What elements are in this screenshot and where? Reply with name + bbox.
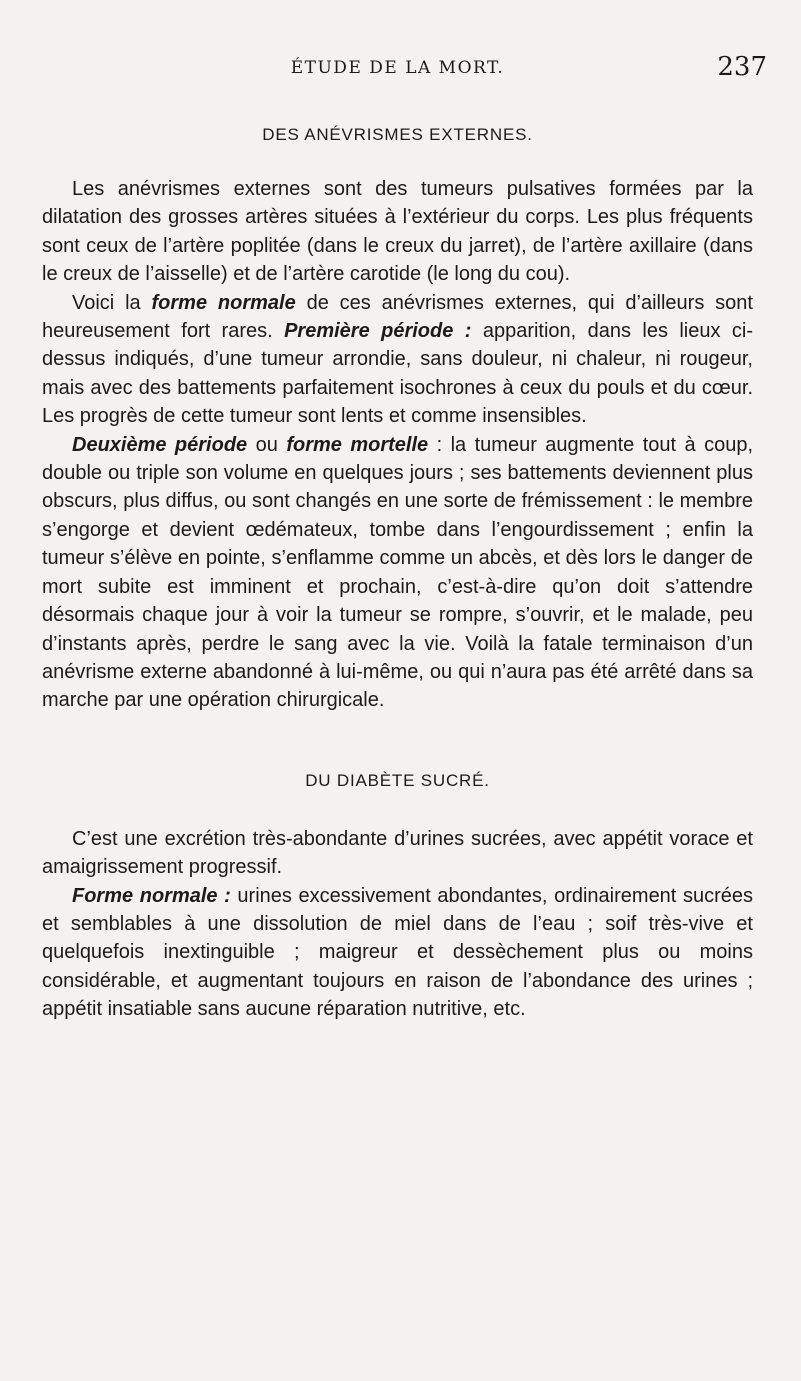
page-number: 237: [717, 52, 767, 82]
paragraph-diabete-forme-normale: [42, 882, 753, 1024]
paragraph-diabete-definition: C’est une excrétion très-abondante d’urines sucrées, avec appétit vorace et amaigrissement progressif.: [42, 827, 753, 879]
text-run: Voici la: [72, 291, 152, 314]
text-run: de ces anévrismes externes, qui d’ailleurs sont heureusement fort rares.: [42, 291, 753, 343]
paragraph-anevrismes-forme-normale: [42, 289, 753, 431]
italic-term: Première période :: [284, 320, 472, 343]
italic-term: forme normale: [151, 291, 296, 314]
italic-term: forme mortelle: [286, 433, 429, 456]
section-title-anevrismes: DES ANÉVRISMES EXTERNES.: [262, 125, 533, 144]
text-run: ou: [247, 433, 287, 456]
paragraph-anevrismes-forme-mortelle: [42, 431, 753, 715]
running-head: [42, 52, 767, 82]
italic-term: Forme normale :: [72, 884, 231, 907]
running-head-title: ÉTUDE DE LA MORT.: [290, 58, 505, 78]
italic-term: Deuxième période: [72, 433, 248, 456]
paragraph-anevrismes-definition: Les anévrismes externes sont des tumeurs pulsatives formées par la dilatation des grosses artères situées à l’extérieur du corps. Les plus fréquents sont ceux de l’artère poplitée (dans le creux du jarret), de l’artère axillaire (dans le creux de l’aisselle) et de l’artère carotide (le long du cou).: [42, 178, 753, 286]
section-title-diabete: DU DIABÈTE SUCRÉ.: [305, 770, 490, 790]
text-run: urines excessivement abondantes, ordinairement sucrées et semblables à une dissolution de miel dans de l’eau ; soif très-vive et quelquefois inextinguible ; maigreur et dessèchement plus ou moins considérable, et augmentant toujours en raison de l’abondance des urines ; appétit insatiable sans aucune réparation nutritive, etc.: [42, 884, 754, 1021]
text-run: : la tumeur augmente tout à coup, double ou triple son volume en quelques jours ; ses battements deviennent plus obscurs, plus diffus, ou sont changés en une sorte de frémissement : le membre s’engorge et devient œdémateux, tombe dans l’engourdissement ; enfin la tumeur s’élève en pointe, s’enflamme comme un abcès, et dès lors le danger de mort subite est imminent et prochain, c’est-à-dire qu’on doit s’attendre désormais chaque jour à voir la tumeur se rompre, s’ouvrir, et le malade, peu d’instants après, perdre le sang avec la vie. Voilà la fatale terminaison d’un anévrisme externe abandonné à lui-même, ou qui n’aura pas été arrêté dans sa marche par une opération chirurgicale.: [42, 433, 753, 712]
text-run: apparition, dans les lieux ci-dessus indiqués, d’une tumeur arrondie, sans douleur, ni chaleur, ni rougeur, mais avec des battements parfaitement isochrones à ceux du pouls et du cœur. Les progrès de cette tumeur sont lents et comme insensibles.: [42, 320, 754, 428]
book-page: [42, 52, 767, 1024]
